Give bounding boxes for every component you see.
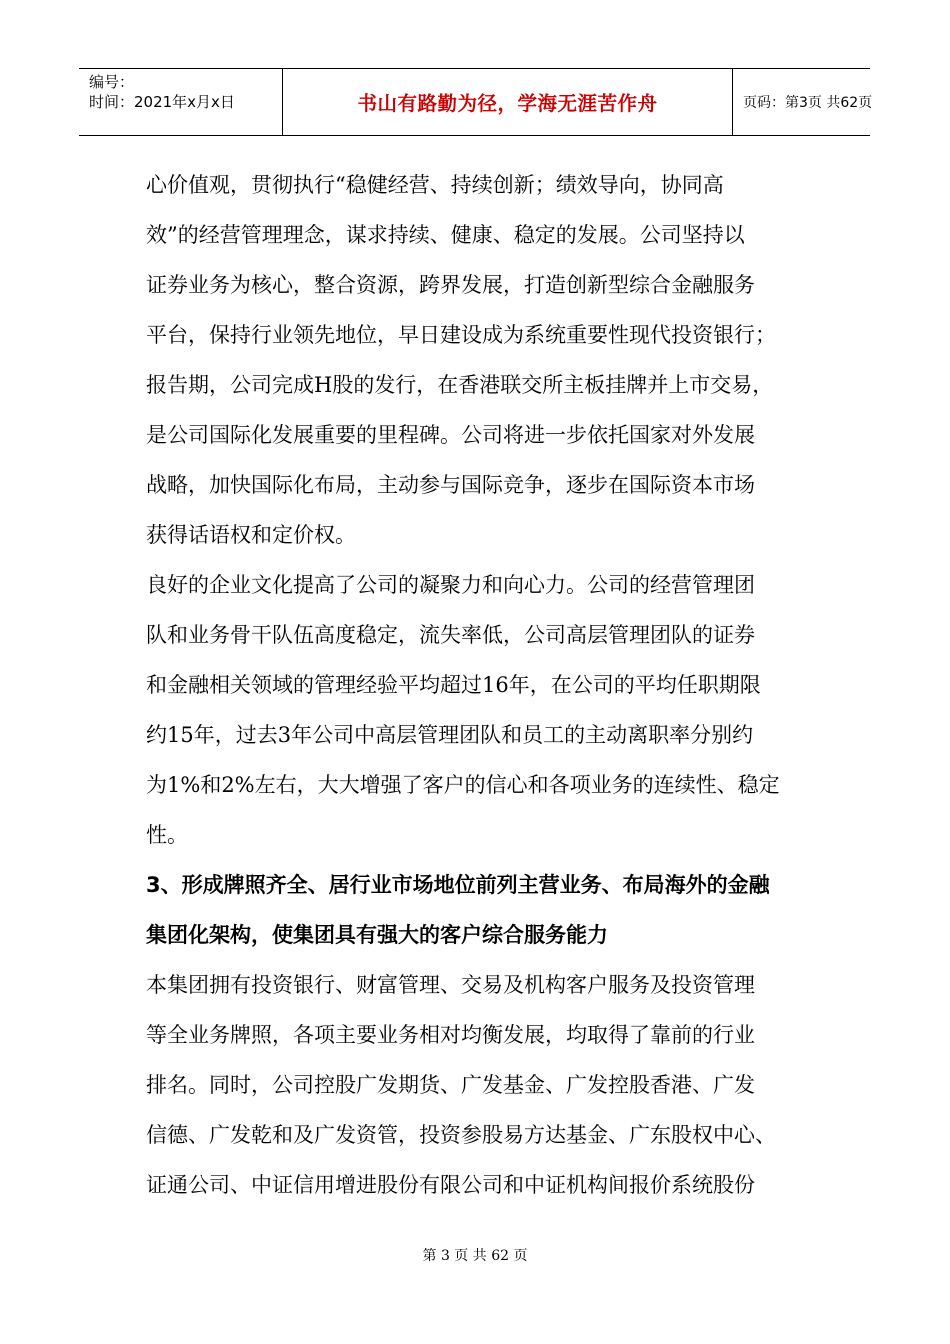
header-table <box>79 68 873 136</box>
paragraph-line: 是公司国际化发展重要的里程碑。公司将进一步依托国家对外发展 <box>146 423 755 447</box>
paragraph-line: 为1%和2%左右，大大增强了客户的信心和各项业务的连续性、稳定 <box>146 773 780 797</box>
paragraph-line: 排名。同时，公司控股广发期货、广发基金、广发控股香港、广发 <box>146 1073 755 1097</box>
header-motto: 书山有路勤为径，学海无涯苦作舟 <box>357 92 658 115</box>
paragraph-line: 约15年，过去3年公司中高层管理团队和员工的主动离职率分别约 <box>146 723 754 747</box>
paragraph-line: 性。 <box>146 823 188 847</box>
paragraph-line: 心价值观，贯彻执行“稳健经营、持续创新；绩效导向，协同高 <box>146 173 724 197</box>
header-meta-cell <box>79 69 283 135</box>
paragraph-line: 战略，加快国际化布局，主动参与国际竞争，逐步在国际资本市场 <box>146 473 755 497</box>
paragraph-line: 和金融相关领域的管理经验平均超过16年，在公司的平均任职期限 <box>146 673 761 697</box>
page-footer <box>0 1245 950 1265</box>
section-heading-line: 3、形成牌照齐全、居行业市场地位前列主营业务、布局海外的金融 <box>146 873 770 897</box>
paragraph-line: 队和业务骨干队伍高度稳定，流失率低，公司高层管理团队的证券 <box>146 623 755 647</box>
section-heading-line: 集团化架构，使集团具有强大的客户综合服务能力 <box>146 923 608 947</box>
footer-page-number: 第 3 页 共 62 页 <box>422 1248 528 1264</box>
header-page-cell <box>733 69 873 135</box>
paragraph-line: 效”的经营管理理念，谋求持续、健康、稳定的发展。公司坚持以 <box>146 223 745 247</box>
paragraph-line: 获得话语权和定价权。 <box>146 523 356 547</box>
header-motto-cell <box>283 69 733 135</box>
paragraph-line: 信德、广发乾和及广发资管，投资参股易方达基金、广东股权中心、 <box>146 1123 776 1147</box>
document-number-label: 编号： <box>89 73 135 91</box>
paragraph-line: 证券业务为核心，整合资源，跨界发展，打造创新型综合金融服务 <box>146 273 755 297</box>
paragraph-line: 平台，保持行业领先地位，早日建设成为系统重要性现代投资银行； <box>146 323 776 347</box>
paragraph-line: 报告期，公司完成H股的发行，在香港联交所主板挂牌并上市交易， <box>146 373 774 397</box>
header-page-code: 页码：第3页 共62页 <box>743 95 873 111</box>
document-body <box>146 160 806 1210</box>
paragraph-line: 证通公司、中证信用增进股份有限公司和中证机构间报价系统股份 <box>146 1173 755 1197</box>
paragraph-line: 等全业务牌照，各项主要业务相对均衡发展，均取得了靠前的行业 <box>146 1023 755 1047</box>
document-time-label: 时间：2021年x月x日 <box>89 93 235 111</box>
paragraph-line: 良好的企业文化提高了公司的凝聚力和向心力。公司的经营管理团 <box>146 573 755 597</box>
paragraph-line: 本集团拥有投资银行、财富管理、交易及机构客户服务及投资管理 <box>146 973 755 997</box>
